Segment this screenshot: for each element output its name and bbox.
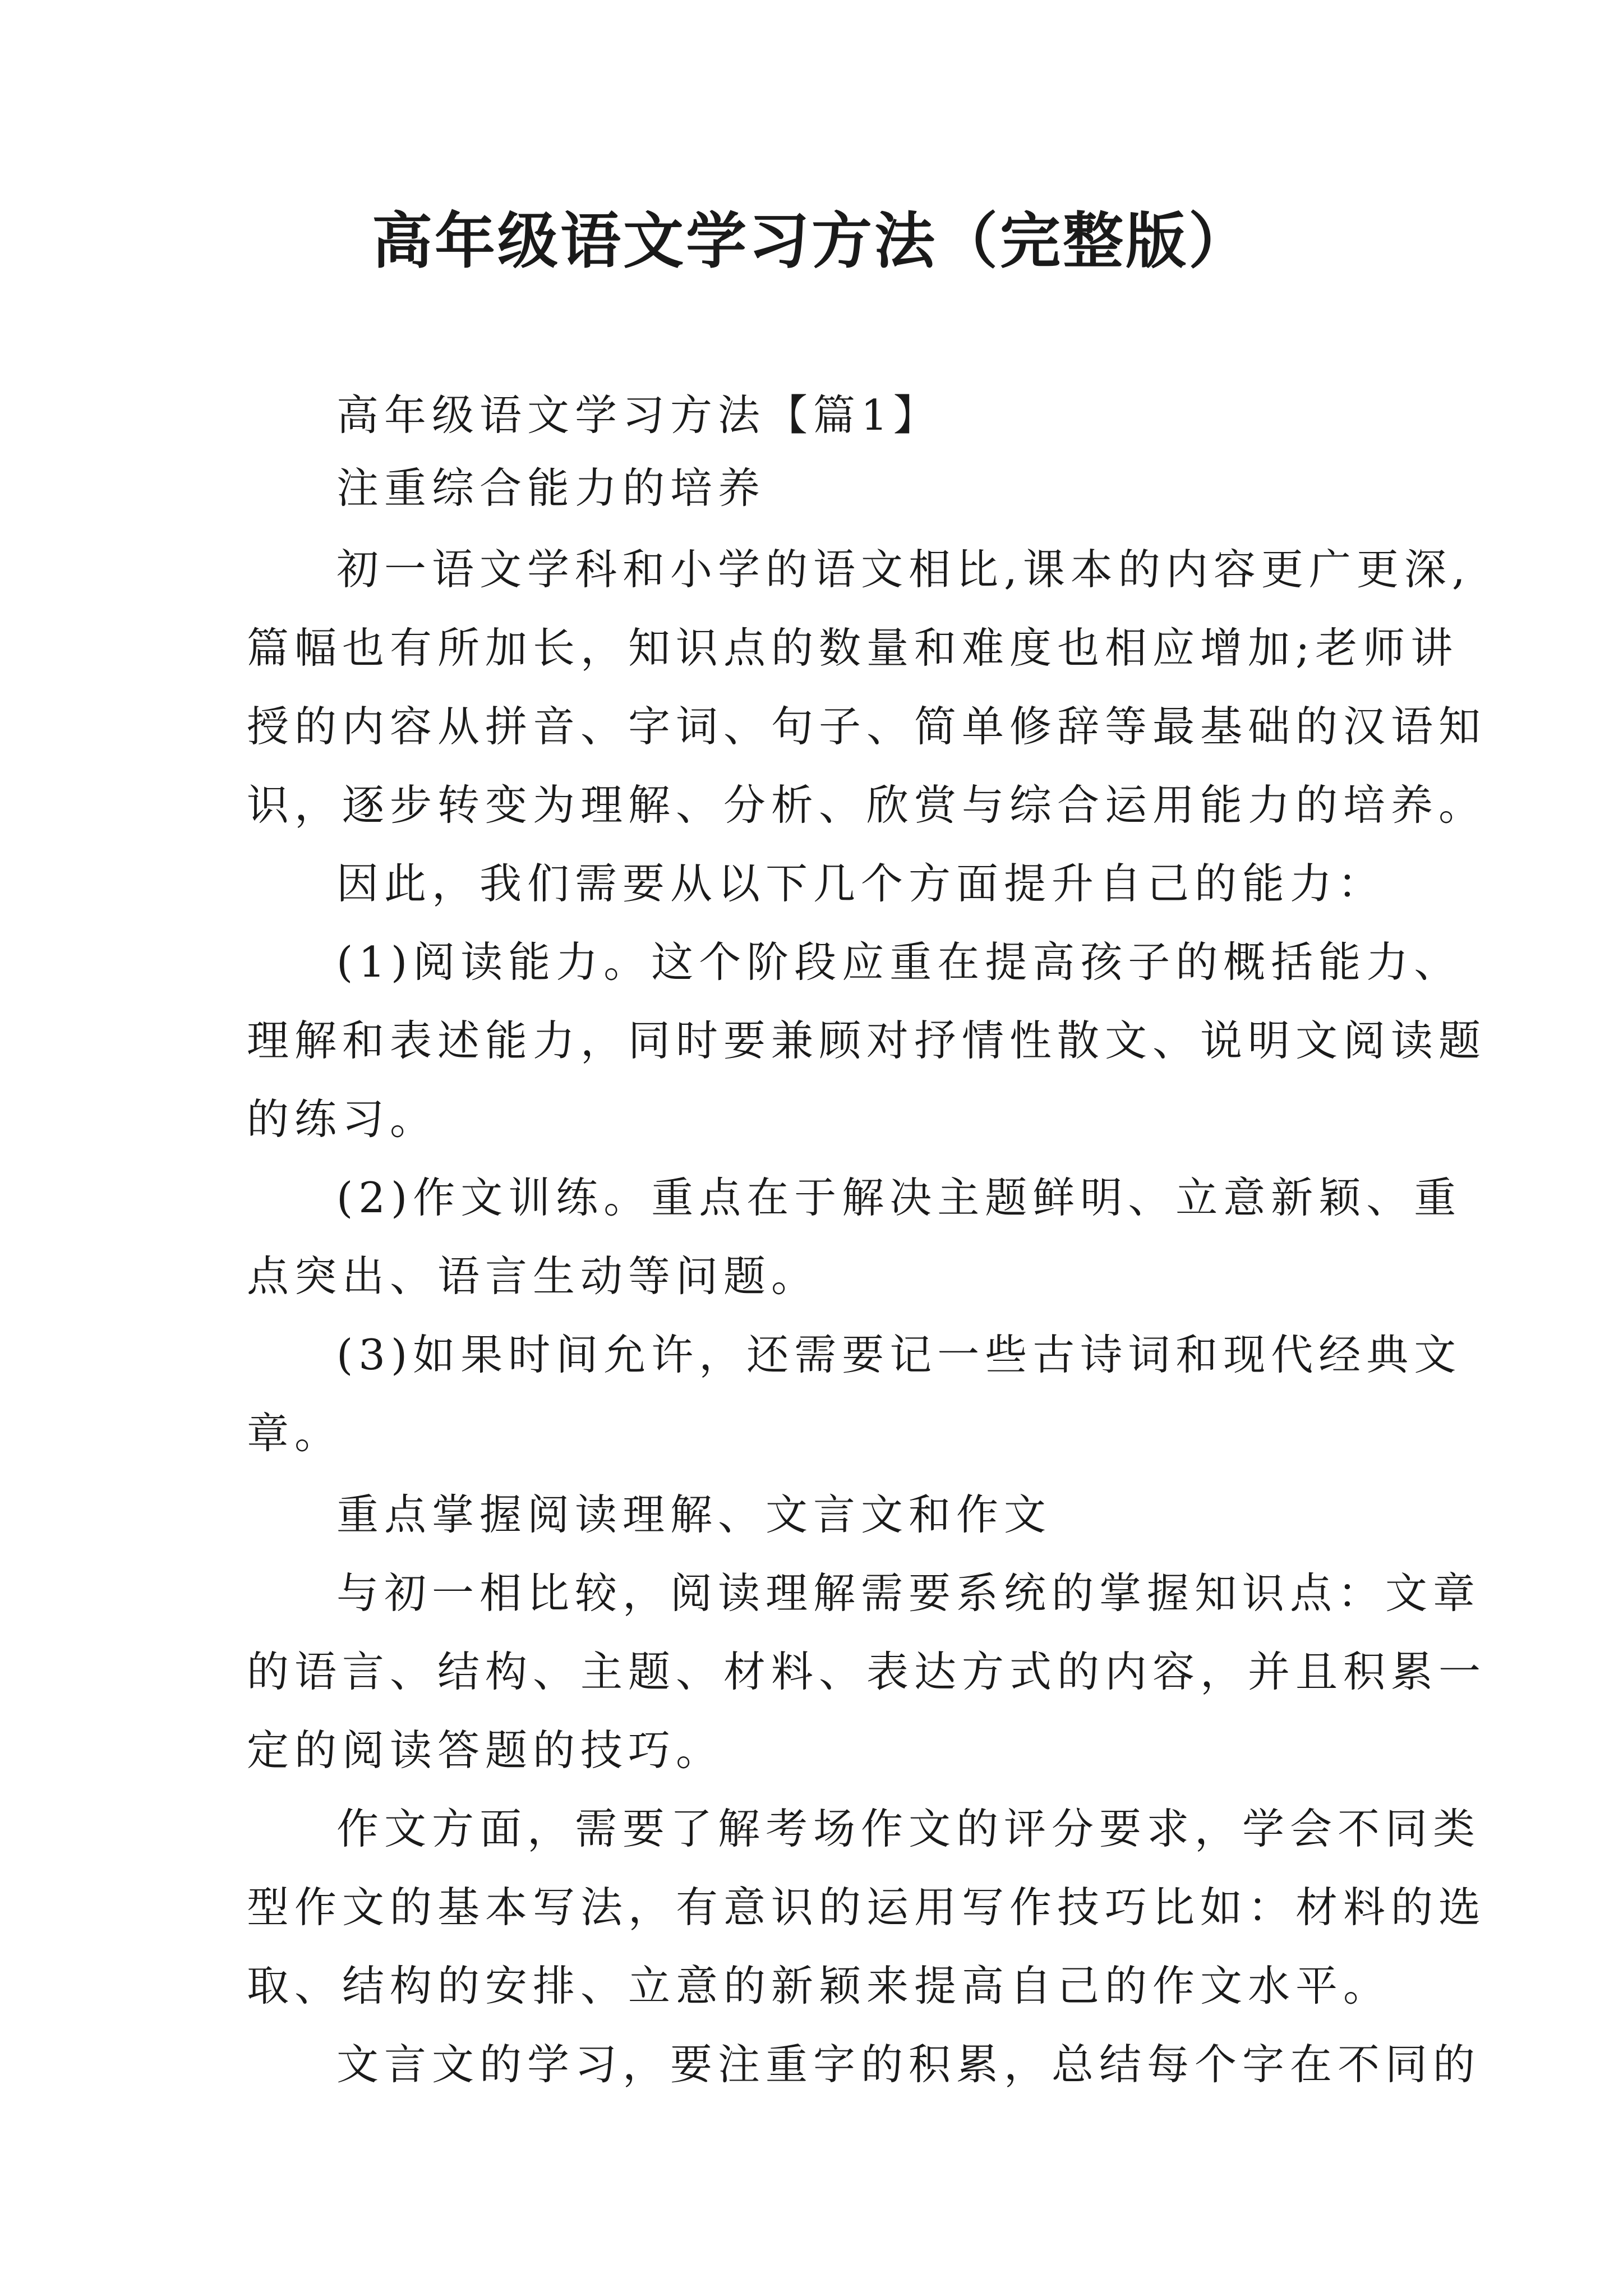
paragraph-line: 点突出、语言生动等问题。 — [247, 1251, 819, 1301]
paragraph-line: 授的内容从拼音、字词、句子、简单修辞等最基础的汉语知 — [247, 702, 1487, 751]
paragraph-line: (2)作文训练。重点在于解决主题鲜明、立意新颖、重 — [336, 1173, 1462, 1222]
paragraph-line: 理解和表述能力，同时要兼顾对抒情性散文、说明文阅读题 — [247, 1016, 1487, 1065]
paragraph-line: 初一语文学科和小学的语文相比,课本的内容更广更深, — [336, 545, 1471, 594]
paragraph-line: 识，逐步转变为理解、分析、欣赏与综合运用能力的培养。 — [247, 780, 1487, 830]
paragraph-line: (1)阅读能力。这个阶段应重在提高孩子的概括能力、 — [336, 937, 1462, 987]
paragraph-line: 作文方面，需要了解考场作文的评分要求，学会不同类 — [336, 1804, 1481, 1853]
paragraph-line: 文言文的学习，要注重字的积累，总结每个字在不同的 — [336, 2040, 1481, 2089]
subheading: 注重综合能力的培养 — [336, 463, 766, 513]
document-title: 高年级语文学习方法（完整版） — [371, 206, 1251, 277]
paragraph-line: 型作文的基本写法，有意识的运用写作技巧比如：材料的选 — [247, 1883, 1487, 1932]
subheading: 重点掌握阅读理解、文言文和作文 — [336, 1490, 1052, 1539]
paragraph-line: 因此，我们需要从以下几个方面提升自己的能力： — [336, 859, 1386, 908]
paragraph-line: 与初一相比较，阅读理解需要系统的掌握知识点：文章 — [336, 1568, 1481, 1618]
paragraph-line: 章。 — [247, 1409, 343, 1458]
paragraph-line: 篇幅也有所加长，知识点的数量和难度也相应增加;老师讲 — [247, 623, 1459, 673]
paragraph-line: 定的阅读答题的技巧。 — [247, 1726, 724, 1775]
paragraph-line: 的语言、结构、主题、材料、表达方式的内容，并且积累一 — [247, 1647, 1487, 1696]
paragraph-line: (3)如果时间允许，还需要记一些古诗词和现代经典文 — [336, 1330, 1462, 1379]
section-heading: 高年级语文学习方法【篇1】 — [336, 390, 941, 440]
paragraph-line: 取、结构的安排、立意的新颖来提高自己的作文水平。 — [247, 1961, 1391, 2010]
paragraph-line: 的练习。 — [247, 1094, 438, 1144]
